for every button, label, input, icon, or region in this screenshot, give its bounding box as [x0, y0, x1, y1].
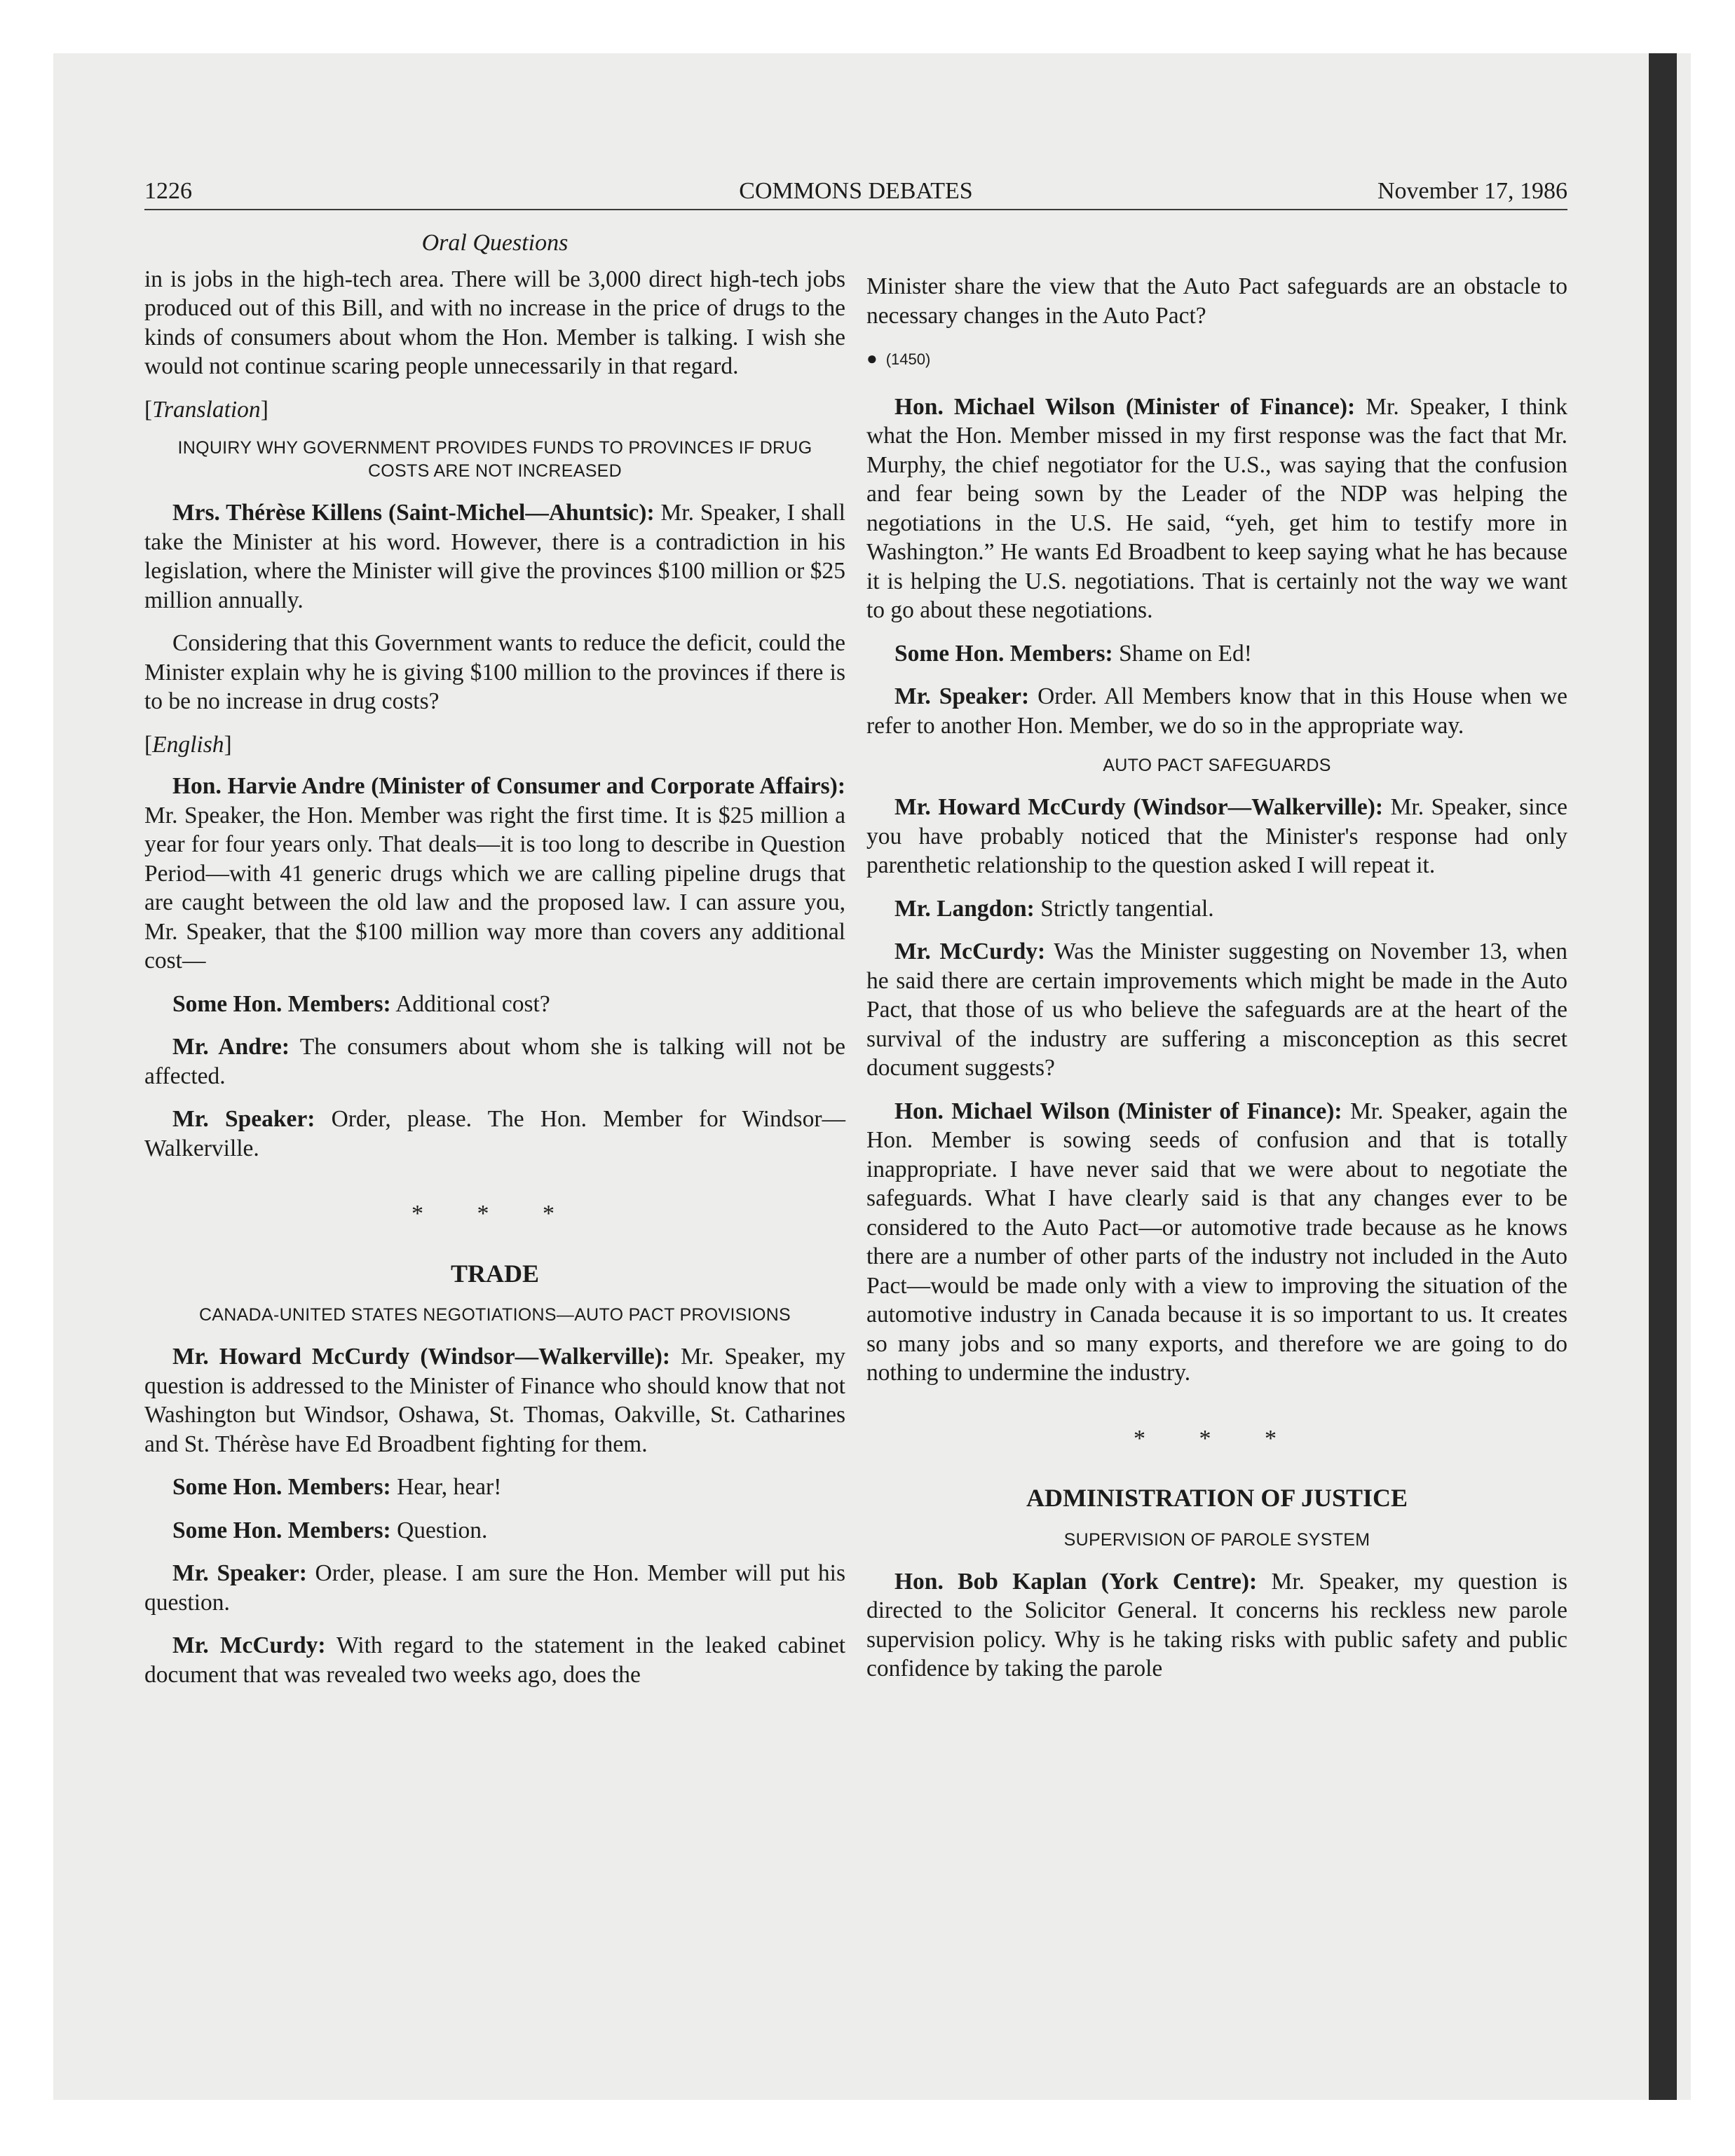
translation-note — [144, 395, 845, 425]
speech-text: Mr. Speaker, I shall take the Minister at his word. However, there is a contradiction in his legislation, where the Minister will give the provinces $100 million or $25 million annually. — [144, 500, 845, 613]
speech-paragraph — [866, 393, 1567, 625]
speech-paragraph — [866, 793, 1567, 880]
paragraph: Considering that this Government wants to reduce the deficit, could the Minister explain why he is giving $100 million to the provinces if there is to be no increase in drug costs? — [144, 630, 845, 714]
speech-text: Order, please. I am sure the Hon. Member will put his question. — [144, 1560, 845, 1616]
publication-date: November 17, 1986 — [1377, 178, 1567, 204]
subheading: CANADA-UNITED STATES NEGOTIATIONS—AUTO PACT PROVISIONS — [198, 1305, 791, 1325]
speech-paragraph — [144, 498, 845, 615]
speaker-name: Mr. Andre: — [172, 1034, 290, 1060]
page-header — [144, 178, 1567, 212]
speaker-name: Mr. Howard McCurdy (Windsor—Walkerville): — [172, 1344, 671, 1370]
speaker-name: Some Hon. Members: — [172, 1474, 391, 1500]
speech-text: Mr. Speaker, since you have probably noticed that the Minister's response had only parenthetic relationship to the question asked I will repeat it. — [866, 794, 1568, 878]
speech-text: Mr. Speaker, my question is addressed to the Minister of Finance who should know that not Washington but Windsor, Oshawa, St. Thomas, Oakville, St. Catharines and St. Thérèse have Ed Broadbent fighting for them. — [144, 1344, 845, 1457]
speaker-name: Hon. Bob Kaplan (York Centre): — [894, 1568, 1258, 1595]
speaker-name: Hon. Harvie Andre (Minister of Consumer and Corporate Affairs): — [172, 773, 845, 799]
header-rule — [144, 209, 1567, 210]
speech-text: The consumers about whom she is talking will not be affected. — [144, 1034, 845, 1089]
subheading: SUPERVISION OF PAROLE SYSTEM — [1063, 1529, 1370, 1550]
speech-text: Mr. Speaker, my question is directed to the Solicitor General. It concerns his reckless new parole supervision policy. Why is he taking risks with public safety and public confidence by taking the parole — [866, 1568, 1567, 1681]
bullet-icon: ● — [866, 348, 878, 369]
speaker-name: Some Hon. Members: — [172, 1517, 391, 1543]
speaker-name: Mr. Speaker: — [894, 683, 1030, 709]
speech-paragraph — [144, 1473, 845, 1502]
speech-text: Question. — [390, 1517, 488, 1543]
speech-text: Strictly tangential. — [1034, 895, 1214, 922]
speech-paragraph — [144, 990, 845, 1019]
left-column — [144, 228, 845, 1703]
time-marker — [866, 344, 1567, 374]
section-break-stars: * * * — [1134, 1425, 1300, 1452]
time-stamp: (1450) — [885, 350, 931, 368]
speech-paragraph — [866, 937, 1567, 1083]
bracket-close: ] — [260, 396, 268, 423]
speech-text: Was the Minister suggesting on November 13, when he said there are certain improvements which might be made in the Auto Pact, that those of us who believe the safeguards are at the heart of the survival of the industry are suffering a misconception as this secret document suggests? — [866, 939, 1567, 1081]
speech-text: Hear, hear! — [390, 1474, 502, 1500]
paragraph: in is jobs in the high-tech area. There will be 3,000 direct high-tech jobs produced out of this Bill, and with no increase in the price of drugs to the kinds of consumers about whom the Hon. Member is talking. I wish she would not continue scaring people unnecessarily in that regard. — [144, 266, 845, 379]
speaker-name: Hon. Michael Wilson (Minister of Finance): — [894, 1098, 1342, 1124]
speech-paragraph — [866, 639, 1567, 669]
speech-paragraph — [866, 894, 1567, 924]
speech-text: Mr. Speaker, the Hon. Member was right the first time. It is $25 million a year for four years only. That deals—it is too long to describe in Question Period—with 41 generic drugs which we are calling pipeline drugs that are caught between the old law and the proposed law. I can assure you, Mr. Speaker, that the $100 million way more than covers any additional cost— — [144, 802, 845, 974]
speech-paragraph — [144, 1032, 845, 1091]
english-note — [144, 730, 845, 760]
right-column — [866, 272, 1567, 1698]
speaker-name: Some Hon. Members: — [894, 640, 1113, 667]
speaker-name: Mr. Langdon: — [894, 895, 1035, 922]
speech-text: Mr. Speaker, again the Hon. Member is sowing seeds of confusion and that is totally inappropriate. I have never said that we were about to negotiate the safeguards. What I have clearly said is that any changes ever to be considered to the Auto Pact—or automotive trade because as he knows there are a number of other parts of the industry not included in the Auto Pact—would be made only with a view to improving the situation of the automotive industry in Canada because it is so important to us. It creates so many jobs and so many exports, and therefore we are going to do nothing to undermine the industry. — [866, 1098, 1567, 1386]
speech-paragraph — [866, 1567, 1567, 1684]
speech-text: Additional cost? — [390, 990, 550, 1017]
speech-text: With regard to the statement in the leaked cabinet document that was revealed two weeks ago, does the — [144, 1632, 846, 1688]
speech-paragraph — [144, 1631, 845, 1689]
speech-text: Mr. Speaker, I think what the Hon. Member missed in my first response was the fact that Mr. Murphy, the chief negotiator for the U.S., was saying that the confusion and fear being sown by the Leader of the NDP was helping the negotiations in the U.S. He said, “yeh, get him to testify more in Washington.” He wants Ed Broadbent to keep saying what he has because it is helping the U.S. negotiations. That is certainly not the way we want to go about these negotiations. — [866, 393, 1568, 623]
page-number: 1226 — [144, 178, 192, 204]
speaker-name: Mr. Speaker: — [172, 1106, 315, 1132]
subheading: INQUIRY WHY GOVERNMENT PROVIDES FUNDS TO PROVINCES IF DRUG COSTS ARE NOT INCREASED — [177, 438, 812, 481]
scan-edge-shadow — [1649, 53, 1677, 2100]
speaker-name: Mr. Howard McCurdy (Windsor—Walkerville): — [894, 794, 1384, 820]
speaker-name: Hon. Michael Wilson (Minister of Finance): — [894, 393, 1356, 420]
speaker-name: Mr. McCurdy: — [894, 939, 1046, 964]
bracket-open: [ — [144, 396, 153, 423]
speech-paragraph — [144, 1342, 845, 1459]
section-heading: ADMINISTRATION OF JUSTICE — [1026, 1484, 1408, 1512]
running-head: Oral Questions — [421, 230, 569, 256]
speaker-name: Mr. McCurdy: — [172, 1632, 326, 1658]
speaker-name: Mrs. Thérèse Killens (Saint-Michel—Ahuntsic): — [172, 500, 655, 526]
speech-paragraph — [866, 1097, 1567, 1388]
speech-paragraph — [866, 682, 1567, 740]
bracket-close: ] — [224, 731, 232, 758]
speech-paragraph — [144, 1559, 845, 1617]
speaker-name: Some Hon. Members: — [172, 990, 391, 1017]
speech-paragraph — [144, 1105, 845, 1163]
speech-text: Order. All Members know that in this House when we refer to another Hon. Member, we do so in the appropriate way. — [866, 683, 1567, 739]
subheading: AUTO PACT SAFEGUARDS — [1103, 756, 1331, 775]
section-heading: TRADE — [450, 1259, 540, 1288]
paragraph: Minister share the view that the Auto Pact safeguards are an obstacle to necessary changes in the Auto Pact? — [866, 273, 1567, 329]
speaker-name: Mr. Speaker: — [172, 1560, 307, 1586]
publication-title: COMMONS DEBATES — [739, 178, 973, 204]
speech-text: Order, please. The Hon. Member for Windsor—Walkerville. — [144, 1106, 845, 1161]
translation-label: Translation — [152, 396, 261, 423]
bracket-open: [ — [144, 731, 153, 758]
speech-paragraph — [144, 1516, 845, 1546]
english-label: English — [152, 731, 224, 758]
speech-paragraph — [144, 772, 845, 976]
section-break-stars: * * * — [411, 1201, 578, 1227]
speech-text: Shame on Ed! — [1113, 640, 1252, 667]
